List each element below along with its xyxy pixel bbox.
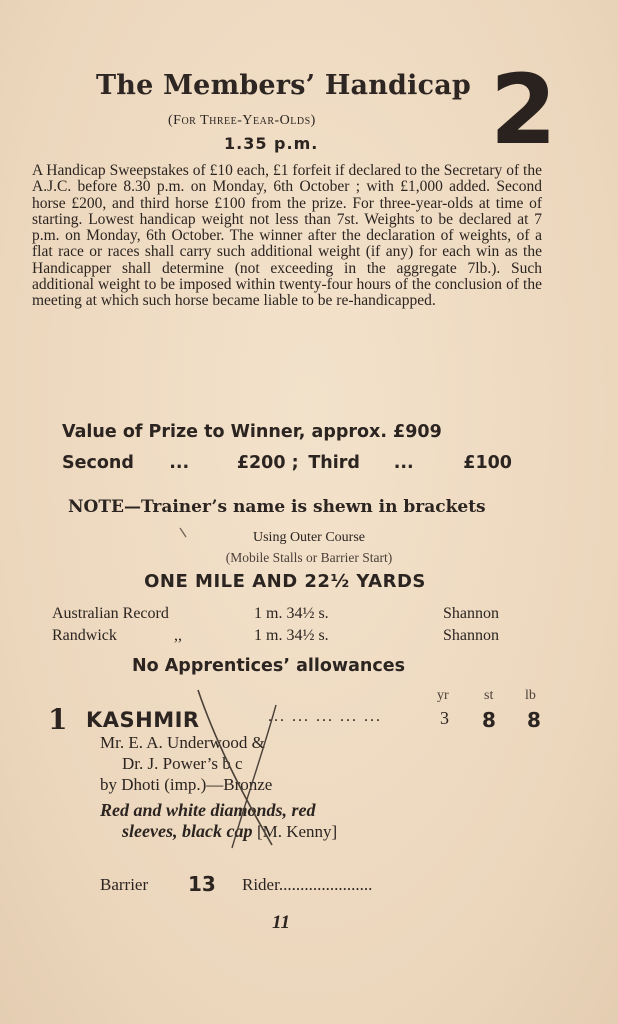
horse-name: KASHMIR xyxy=(86,708,200,732)
race-number: 2 xyxy=(490,54,557,166)
page-number: 11 xyxy=(272,912,290,933)
barrier-number: 13 xyxy=(188,872,216,896)
col-head-lb: lb xyxy=(525,688,536,703)
start-info: (Mobile Stalls or Barrier Start) xyxy=(225,550,393,565)
record-horse: Shannon xyxy=(443,627,499,644)
prize-winner: Value of Prize to Winner, approx. £909 xyxy=(62,422,442,442)
prize-third-dots: ... xyxy=(393,453,414,473)
prize-second-value: £200 ; xyxy=(236,453,299,473)
prize-third-label: Third xyxy=(308,453,360,473)
barrier-label: Barrier xyxy=(100,875,149,894)
colours-text: sleeves, black cap xyxy=(122,821,253,841)
race-subtitle: (For Three-Year-Olds) xyxy=(168,113,316,128)
entry-number: 1 xyxy=(48,703,68,736)
rider-field: Rider...................... xyxy=(242,875,373,894)
entry-age: 3 xyxy=(440,708,449,728)
record-label: Randwick xyxy=(52,627,117,644)
owner-line: Dr. J. Power’s b c xyxy=(122,754,243,773)
record-label: Australian Record xyxy=(52,605,169,622)
race-distance: ONE MILE AND 22½ YARDS xyxy=(144,571,426,592)
prize-second-label: Second xyxy=(62,453,134,473)
race-title: The Members’ Handicap xyxy=(96,70,472,101)
col-head-st: st xyxy=(484,688,494,703)
course-info: Using Outer Course xyxy=(253,530,365,545)
apprentices-note: No Apprentices’ allowances xyxy=(132,656,406,676)
col-head-yr: yr xyxy=(437,688,449,703)
prize-third-value: £100 xyxy=(463,453,512,473)
race-time: 1.35 p.m. xyxy=(224,134,319,153)
leader-dots: ... ... ... ... ... xyxy=(268,708,382,725)
record-horse: Shannon xyxy=(443,605,499,622)
entry-stones: 8 xyxy=(482,708,496,732)
trainer-name: [M. Kenny] xyxy=(256,822,338,841)
entry-pounds: 8 xyxy=(527,708,541,732)
colours-line2 xyxy=(122,821,337,842)
trainer-note: NOTE—Trainer’s name is shewn in brackets xyxy=(68,497,486,517)
prize-places xyxy=(62,453,512,473)
prize-second-dots: ... xyxy=(169,453,190,473)
colours-line: Red and white diamonds, red xyxy=(100,800,316,820)
race-conditions: A Handicap Sweepstakes of £10 each, £1 forfeit if declared to the Secretary of the A.J.C. before 8.30 p.m. on Monday, 6th October ; with £1,000 added. Second horse £200, and third horse £100 from the prize. For three-year-olds at time of starting. Lowest handicap weight not less than 7st. Weights to be declared at 7 p.m. on Monday, 6th October. The winner after the declaration of weights, of a flat race or races shall carry such additional weight (if any) for each win as the Handicapper shall determine (not exceeding in the aggregate 7lb.). Such additional weight to be imposed within twenty-four hours of the conclusion of the meeting at which such horse became liable to be re-handicapped. xyxy=(32,162,542,310)
breeding-line: by Dhoti (imp.)—Bronze xyxy=(100,775,273,794)
record-time: 1 m. 34½ s. xyxy=(254,605,329,622)
record-time: 1 m. 34½ s. xyxy=(254,627,329,644)
record-ditto: ,, xyxy=(174,627,182,644)
owner-line: Mr. E. A. Underwood & xyxy=(100,733,265,752)
